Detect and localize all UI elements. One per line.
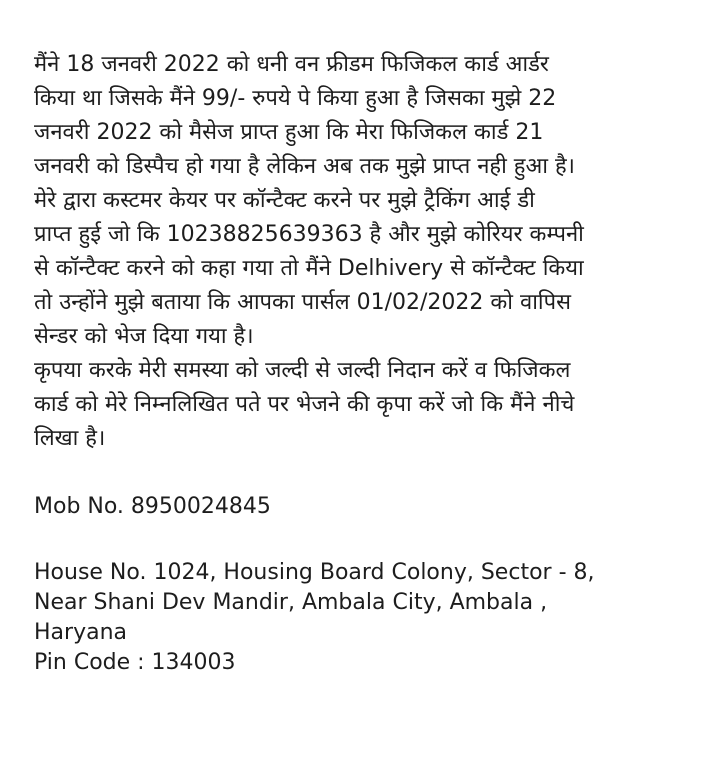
text-line: से कॉन्टैक्ट करने को कहा गया तो मैंने Delhivery से कॉन्टैक्ट किया: [34, 256, 584, 281]
paragraph-spacer: [34, 456, 687, 490]
address-line: Near Shani Dev Mandir, Ambala City, Ambala ,: [34, 590, 548, 615]
text-line: प्राप्त हुई जो कि 10238825639363 है और मुझे कोरियर कम्पनी: [34, 222, 584, 247]
text-line: किया था जिसके मैंने 99/- रुपये पे किया हुआ है जिसका मुझे 22: [34, 86, 557, 111]
text-line: मेरे द्वारा कस्टमर केयर पर कॉन्टैक्ट करने पर मुझे ट्रैकिंग आई डी: [34, 188, 535, 213]
text-line: सेन्डर को भेज दिया गया है।: [34, 324, 254, 349]
text-line: जनवरी को डिस्पैच हो गया है लेकिन अब तक मुझे प्राप्त नही हुआ है।: [34, 154, 575, 179]
contact-block: [34, 490, 687, 524]
text-line: जनवरी 2022 को मैसेज प्राप्त हुआ कि मेरा फिजिकल कार्ड 21: [34, 120, 544, 145]
text-line: मैंने 18 जनवरी 2022 को धनी वन फ्रीडम फिजिकल कार्ड आर्डर: [34, 52, 549, 77]
pin-code: Pin Code : 134003: [34, 650, 236, 675]
address-line: Haryana: [34, 620, 127, 645]
address-line: House No. 1024, Housing Board Colony, Sector - 8,: [34, 560, 595, 585]
paragraph-spacer: [34, 524, 687, 558]
mobile-number: Mob No. 8950024845: [34, 494, 271, 519]
text-line: लिखा है।: [34, 426, 106, 451]
address-block: [34, 558, 687, 678]
text-line: कार्ड को मेरे निम्नलिखित पते पर भेजने की कृपा करें जो कि मैंने नीचे: [34, 392, 575, 417]
complaint-paragraph-1: [34, 48, 687, 354]
complaint-paragraph-2: [34, 354, 687, 456]
text-line: कृपया करके मेरी समस्या को जल्दी से जल्दी निदान करें व फिजिकल: [34, 358, 571, 383]
text-line: तो उन्होंने मुझे बताया कि आपका पार्सल 01/02/2022 को वापिस: [34, 290, 571, 315]
